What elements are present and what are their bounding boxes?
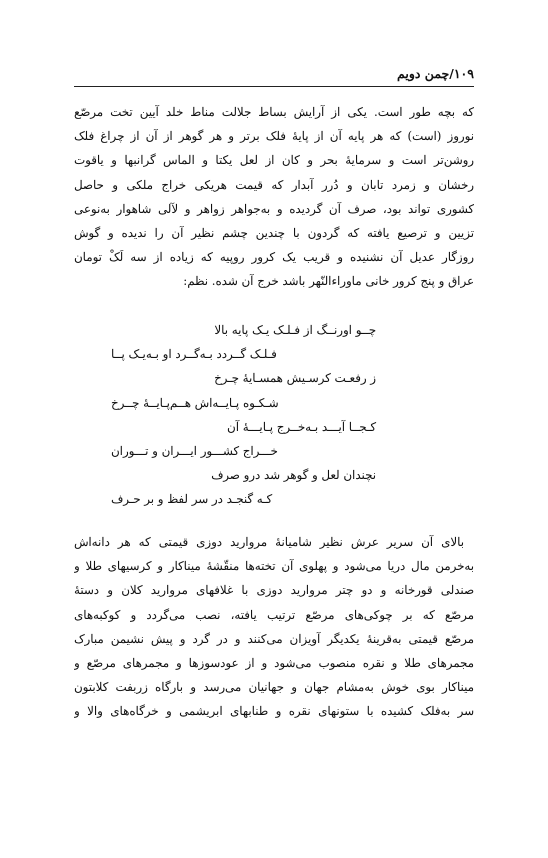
poem-verse: شـکـوه پـایــه‌اش هــم‌پـایــهٔ چــرخ [111,395,279,410]
text-line: روزگار عدیل آن نشنیده و قریب یک کرور روپیه که زیاده از سه لَکْ تومان [74,250,474,265]
poem-verse: کـجــا آیـــد بـه‌خــرج پـایـــهٔ آن [227,419,376,434]
text-line: میناکار بوی خوش به‌مشام جهان و جهانیان می‌رسد و بارگاه زربفت کلابتون [74,680,474,695]
text-line: بالای آن سریر عرش نظیر شامیانهٔ مروارید دوزی قیمتی که هر دانه‌اش [74,535,464,549]
paragraph-2 [74,530,474,724]
text-line: صندلی قورخانه و دو چتر مروارید دوزی با غلافهای مروارید کلان و دستهٔ [74,583,474,598]
page-header: ۱۰۹/چمن دویم [397,66,474,81]
poem-verse: کـه گنجـد در سر لفظ و بر حـرف [111,492,273,507]
poem-verse: فـلـک گــردد بـه‌گــرد او بـه‌یـک پــا [111,347,277,362]
text-line: که بچه طور است. یکی از آرایش بساط جلالت مناط خلد آیین تخت مرصّع [74,105,474,119]
text-line: کشوری تواند بود، صرف آن گردیده و به‌جواهر زواهر و لآلی شاهوار به‌نوعی [74,201,474,216]
text-line: مرصّع قیمتی به‌قرینهٔ یکدیگر آویزان می‌کنند و در گرد و پیش نشیمن مبارک [74,631,474,646]
poem-verse: نچندان لعل و گوهر شد درو صرف [211,468,376,483]
poem-verse: خـــراج کشـــور ایـــران و تـــوران [111,443,278,458]
poem-verse: ز رفعـت کرسـیش همسـایهٔ چـرخ [214,371,376,386]
poem-verse: چــو اورنــگ از فـلـک یـک پایه بالا [214,323,376,337]
text-line: مجمرهای طلا و نقره منصوب می‌شود و از عودسوزها و مجمرهای مرصّع و [74,655,474,670]
text-line: روشن‌تر است و سرمایهٔ بحر و کان از لعل یکتا و الماس گرانبها و یاقوت [74,153,474,168]
text-line: نوروز (است) که هر پایه آن از پایهٔ فلک برتر و هر گوهر از آن از چراغ فلک [74,129,474,144]
text-line: رخشان و زمرد تابان و دُرر آبدار که قیمت هریکی خراج ملکی و حاصل [74,177,474,192]
text-line: به‌خرمن مال دریا می‌شود و پهلوی آن تخته‌ها منقّشهٔ میناکار و کرسیهای طلا و [74,559,474,574]
text-line: سر به‌فلک کشیده با ستونهای نقره و طنابهای ابریشمی و خرگاه‌های والا و [74,704,474,719]
poem [74,318,474,512]
header-divider [74,86,474,87]
paragraph-1 [74,100,474,294]
text-line: عراق و پنج کرور خانی ماوراءالنّهر باشد خرج آن شده. نظم: [183,274,474,289]
text-line: تزیین و ترصیع یافته که گردون با چندین چشم نظیر آن را ندیده و گوش [74,225,474,240]
text-line: مرصّع که بر چوکی‌های مرصّع ترتیب یافته، نصب می‌گردد و کوکبه‌های [74,607,474,622]
